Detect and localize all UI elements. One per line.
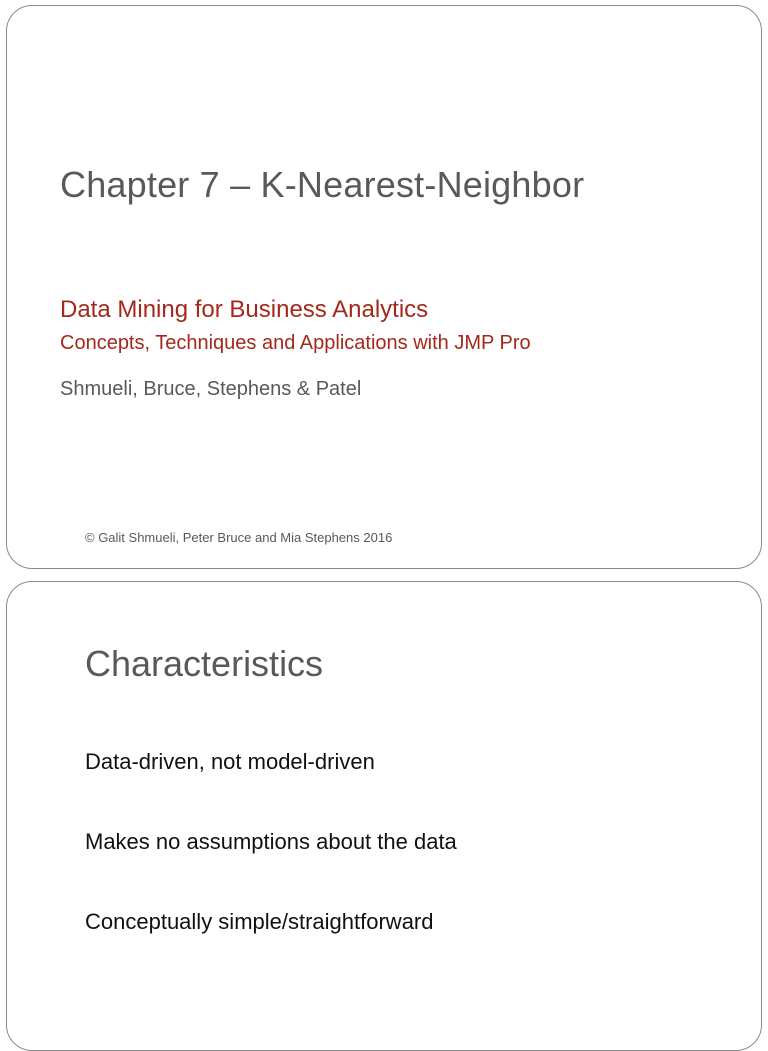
authors: Shmueli, Bruce, Stephens & Patel [60, 378, 362, 400]
bullet-item: Makes no assumptions about the data [85, 829, 457, 854]
slide-title: Characteristics [85, 643, 324, 684]
copyright-notice: © Galit Shmueli, Peter Bruce and Mia Stephens 2016 [85, 530, 393, 545]
book-subtitle: Concepts, Techniques and Applications with JMP Pro [60, 332, 531, 354]
book-title: Data Mining for Business Analytics [60, 296, 429, 323]
slide-title [6, 5, 762, 569]
slide-characteristics [6, 581, 762, 1051]
chapter-title: Chapter 7 – K-Nearest-Neighbor [60, 164, 585, 205]
bullet-item: Conceptually simple/straightforward [85, 909, 434, 934]
bullet-item: Data-driven, not model-driven [85, 749, 375, 774]
bullet-list [85, 747, 457, 987]
